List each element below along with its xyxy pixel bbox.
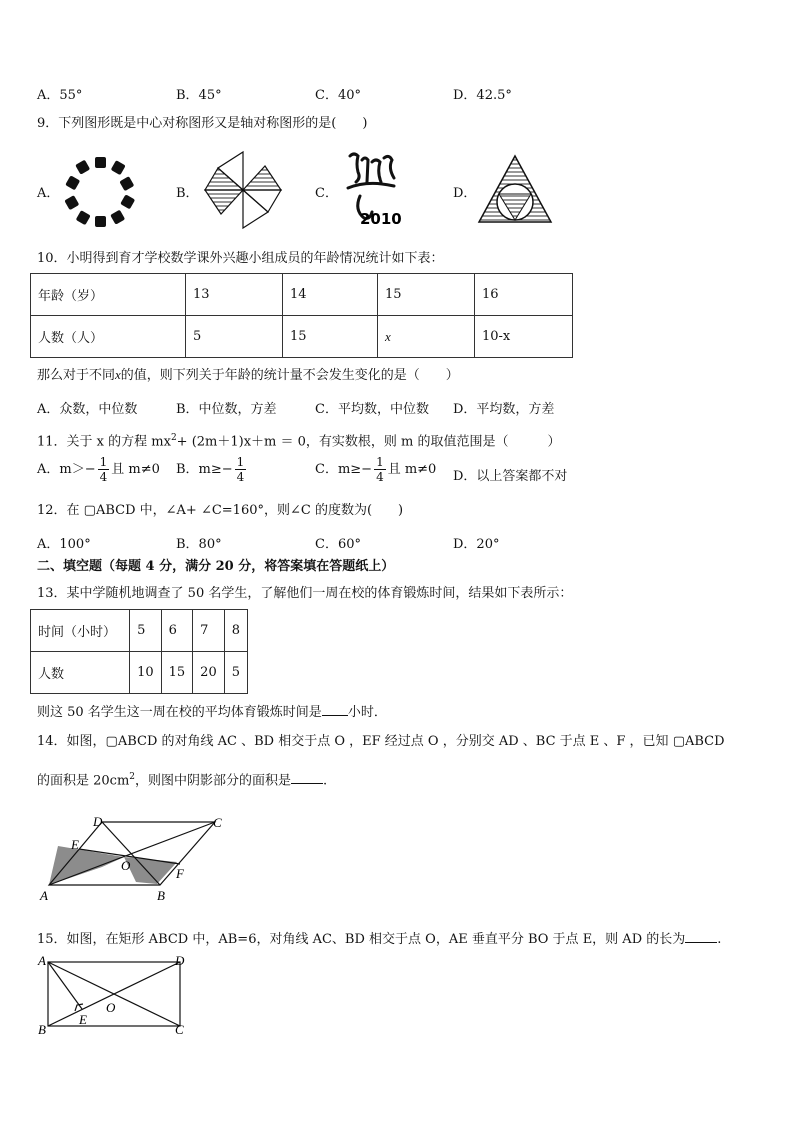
table-cell: 15: [378, 274, 475, 316]
q9-label-d: D．: [453, 186, 477, 201]
q10-option-a: A．众数，中位数: [37, 402, 138, 417]
table-cell: 人数（人）: [31, 316, 186, 358]
numerator: 1: [236, 455, 245, 469]
table-cell: 5: [224, 652, 247, 694]
numerator: 1: [376, 455, 384, 469]
table-cell: 20: [193, 652, 225, 694]
q8-option-c: C．40°: [315, 88, 361, 103]
table-cell: 时间（小时）: [31, 610, 130, 652]
table-cell: 16: [475, 274, 573, 316]
label-c: C: [175, 1022, 184, 1037]
text: 11．关于 x 的方程 mx: [37, 434, 171, 450]
denominator: 4: [99, 470, 108, 484]
q9-label-c: C．: [315, 186, 338, 201]
q15-stem: [37, 930, 721, 949]
answer-blank[interactable]: [685, 930, 717, 943]
q12-option-b: B．80°: [176, 537, 222, 552]
q10-question: [37, 366, 459, 385]
superscript: 2: [129, 772, 136, 782]
table-cell: 年龄（岁）: [31, 274, 186, 316]
q9-figure-d-triangle-circle: [475, 150, 555, 230]
label-e: E: [71, 837, 79, 852]
emblem-year: 2010: [360, 210, 402, 228]
label-e: E: [79, 1012, 87, 1027]
label-b: B: [38, 1022, 46, 1037]
table-cell: 5: [130, 610, 162, 652]
table-cell: 10-x: [475, 316, 573, 358]
label-a: A: [40, 888, 48, 903]
q8-option-b: B．45°: [176, 88, 222, 103]
q10-age-table: [30, 273, 573, 358]
q14-parallelogram-figure: [32, 812, 232, 904]
label-o: O: [121, 858, 131, 873]
q9-label-a: A．: [37, 186, 60, 201]
q10-stem: 10．小明得到育才学校数学课外兴趣小组成员的年龄情况统计如下表：: [37, 251, 444, 266]
text: 则这 50 名学生这一周在校的平均体育锻炼时间是: [37, 705, 322, 720]
q12-option-d: D．20°: [453, 537, 500, 552]
q10-option-b: B．中位数，方差: [176, 402, 277, 417]
answer-blank[interactable]: [322, 703, 348, 716]
shaded-region: [124, 857, 177, 884]
text: ，则图中阴影部分的面积是: [135, 773, 292, 789]
text: 那么对于不同: [37, 368, 116, 383]
q9-figure-c-emblem: [340, 148, 408, 232]
table-row: [31, 274, 573, 316]
text: 15．如图，在矩形 ABCD 中，AB=6，对角线 AC、BD 相交于点 O，AE 垂直平分 BO 于点 E，则 AD 的长为: [37, 932, 686, 947]
text: 且 m≠0: [111, 462, 160, 477]
q13-time-table: [30, 609, 248, 694]
table-cell: 8: [224, 610, 247, 652]
table-row: [31, 652, 248, 694]
denominator: 4: [236, 470, 245, 484]
table-cell: x: [378, 316, 475, 358]
label-d: D: [175, 953, 185, 968]
q8-option-a: A．55°: [37, 88, 83, 103]
table-cell: 13: [186, 274, 283, 316]
q9-figure-a-dashed-ring: [60, 150, 140, 230]
text: B．m≥−: [176, 462, 233, 477]
table-cell: 14: [283, 274, 378, 316]
q11-option-c: [315, 455, 436, 484]
q14-line2: [37, 768, 327, 790]
table-cell: 15: [283, 316, 378, 358]
table-cell: 6: [161, 610, 193, 652]
q10-option-d: D．平均数，方差: [453, 402, 555, 417]
ring-squares: [64, 157, 135, 227]
table-cell: 7: [193, 610, 225, 652]
table-cell: 15: [161, 652, 193, 694]
label-o: O: [106, 1000, 116, 1015]
q11-option-b: [176, 455, 248, 484]
segment-ae: [48, 962, 82, 1009]
q13-question: [37, 703, 387, 722]
q9-figure-b-pinwheel: [200, 148, 286, 232]
q12-option-c: C．60°: [315, 537, 361, 552]
text: A．m＞−: [37, 462, 96, 477]
text: .: [717, 932, 722, 947]
q15-rectangle-figure: [34, 952, 194, 1040]
fraction: [235, 455, 247, 484]
label-a: A: [38, 953, 46, 968]
q14-line1: 14．如图，▢ABCD 的对角线 AC 、BD 相交于点 O ，EF 经过点 O ，分别交 AD 、BC 于点 E 、F ，已知 ▢ABCD: [37, 734, 725, 749]
shaded-region: [49, 846, 124, 885]
q13-stem: 13．某中学随机地调查了 50 名学生，了解他们一周在校的体育锻炼时间，结果如下表所示：: [37, 586, 573, 601]
text: 小时．: [347, 705, 387, 720]
label-d: D: [93, 814, 103, 829]
text: 的值，则下列关于年龄的统计量不会发生变化的是（ ）: [120, 368, 459, 383]
q11-stem: [37, 429, 561, 451]
table-row: [31, 610, 248, 652]
superscript: 2: [170, 433, 177, 443]
fraction: [98, 455, 110, 484]
q9-stem: 9．下列图形既是中心对称图形又是轴对称图形的是( ): [37, 116, 368, 131]
fraction: [374, 455, 386, 484]
answer-blank[interactable]: [291, 771, 323, 784]
text: + (2m＋1)x＋m ＝ 0，有实数根，则 m 的取值范围是（ ）: [176, 434, 561, 450]
q11-option-a: [37, 455, 160, 484]
table-row: [31, 316, 573, 358]
section-heading: 二、填空题（每题 4 分，满分 20 分，将答案填在答题纸上）: [37, 559, 395, 574]
q8-option-d: D．42.5°: [453, 88, 512, 103]
table-cell: 10: [130, 652, 162, 694]
text: 且 m≠0: [387, 462, 437, 477]
q10-option-c: C．平均数，中位数: [315, 402, 429, 417]
text: C．m≥−: [315, 462, 373, 477]
variable-x: x: [115, 367, 121, 382]
table-cell: 5: [186, 316, 283, 358]
q12-stem: 12．在 ▢ABCD 中，∠A+ ∠C=160°，则∠C 的度数为( ): [37, 503, 404, 518]
denominator: 4: [376, 470, 384, 484]
label-f: F: [176, 866, 184, 881]
table-cell: 人数: [31, 652, 130, 694]
text: 的面积是 20cm: [37, 773, 130, 789]
q11-option-d: D．以上答案都不对: [453, 469, 568, 484]
numerator: 1: [99, 455, 108, 469]
q9-label-b: B．: [176, 186, 199, 201]
label-b: B: [157, 888, 165, 903]
q12-option-a: A．100°: [37, 537, 91, 552]
label-c: C: [213, 815, 222, 830]
text: .: [323, 773, 328, 789]
